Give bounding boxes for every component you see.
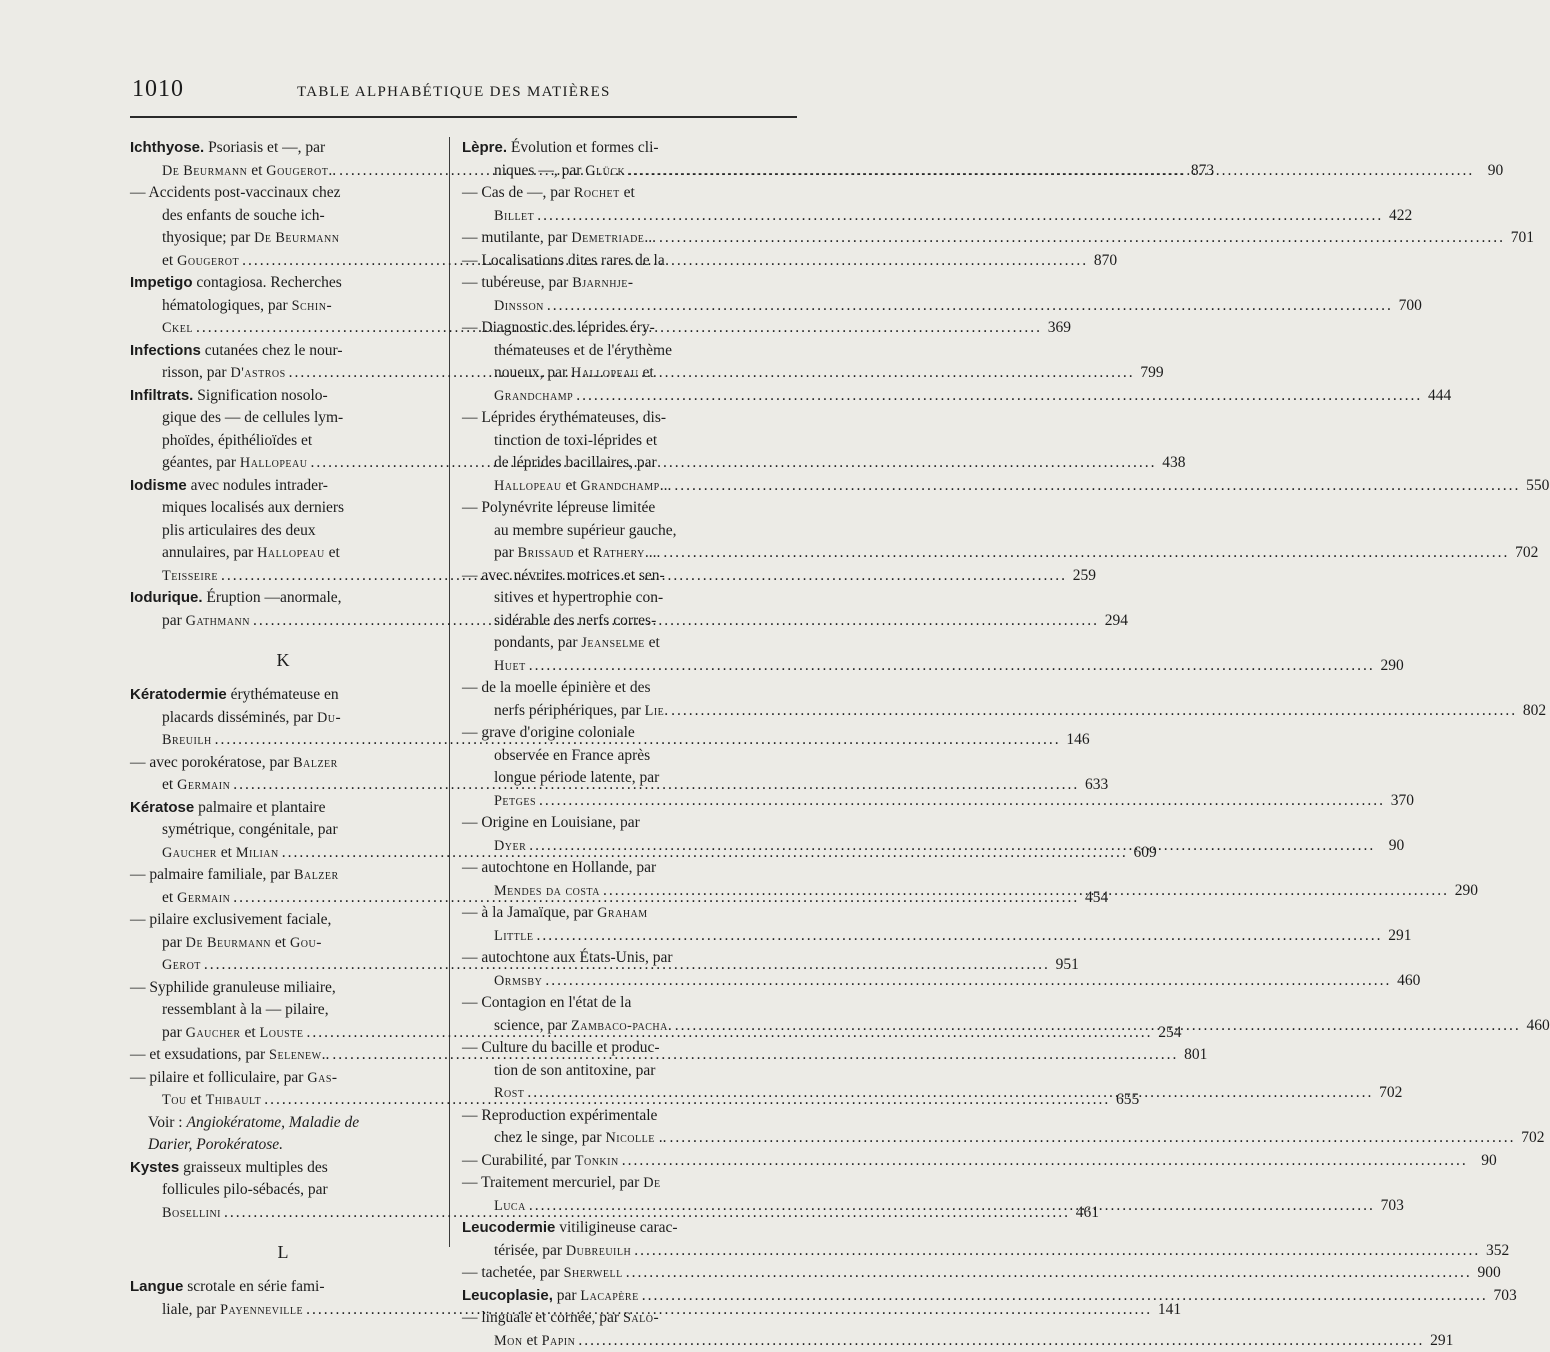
entries-i (130, 137, 436, 632)
entry-text: Luca (494, 1195, 526, 1218)
leader-dots (674, 475, 1520, 498)
entry-text: — autochtone aux États-Unis, par (462, 947, 672, 970)
entry-line (462, 137, 768, 160)
leader-dots (547, 295, 1393, 318)
entry-line (130, 774, 436, 797)
entry-line (130, 205, 436, 228)
entry-line (462, 250, 768, 273)
leader-dots (539, 790, 1385, 813)
entry-line (130, 182, 436, 205)
entry-text: — Diagnostic des léprides éry- (462, 317, 655, 340)
entry-line (462, 205, 768, 228)
entry-text: pondants, par Jeanselme et (494, 632, 660, 655)
entry-text: des enfants de souche ich- (162, 205, 325, 228)
entry-line (130, 1044, 436, 1067)
entry-text: — Cas de —, par Rochet et (462, 182, 635, 205)
leader-dots (671, 700, 1517, 723)
entry-line (130, 317, 436, 340)
entry-text: au membre supérieur gauche, (494, 520, 676, 543)
entry-text: observée en France après (494, 745, 650, 768)
entry-line (130, 954, 436, 977)
entry-line (462, 1195, 768, 1218)
entry-line (130, 430, 436, 453)
entry-line (462, 767, 768, 790)
entry-text: liale, par Payenneville (162, 1299, 303, 1322)
entry-text: — à la Jamaïque, par Graham (462, 902, 648, 925)
entry-text: thémateuses et de l'érythème (494, 340, 672, 363)
entry-line (462, 1217, 768, 1240)
entry-line (130, 797, 436, 820)
entry-text: — pilaire exclusivement faciale, (130, 909, 331, 932)
entry-text: niques —, par Glück (494, 160, 625, 183)
page-ref: 609 (1131, 842, 1157, 865)
page-number: 1010 (132, 76, 184, 103)
see-also-line-2: Darier, Porokératose. (148, 1134, 436, 1157)
entry-line (130, 909, 436, 932)
entry-line (462, 1150, 768, 1173)
entry-text: Gaucher et Milian (162, 842, 279, 865)
entry-text: symétrique, congénitale, par (162, 819, 338, 842)
entry-text: — avec névrites motrices et sen- (462, 565, 665, 588)
entry-line (130, 340, 436, 363)
page-header (132, 76, 797, 106)
entry-line (462, 1285, 768, 1308)
entry-text: — mutilante, par Demetriade... (462, 227, 656, 250)
entry-text: noueux, par Hallopeau et (494, 362, 654, 385)
entry-text: Impetigo contagiosa. Recherches (130, 272, 342, 295)
entry-line (462, 1240, 768, 1263)
entry-line (462, 880, 768, 903)
entry-text: Ichthyose. Psoriasis et —, par (130, 137, 325, 160)
entry-text: Rost (494, 1082, 524, 1105)
entry-text: Bosellini (162, 1202, 221, 1225)
leader-dots (529, 1195, 1375, 1218)
entry-text: géantes, par Hallopeau (162, 452, 307, 475)
entry-text: Iodurique. Éruption —anormale, (130, 587, 342, 610)
entry-text: sidérable des nerfs corres- (494, 610, 656, 633)
entry-line (462, 430, 768, 453)
entry-text: — linguale et cornée, par Salo- (462, 1307, 659, 1330)
page-ref: 951 (1053, 954, 1079, 977)
page-ref: 802 (1520, 700, 1546, 723)
entry-line (130, 362, 436, 385)
entry-text: — Contagion en l'état de la (462, 992, 631, 1015)
index-entry (462, 1217, 768, 1285)
entry-line (130, 864, 436, 887)
entry-line (462, 790, 768, 813)
entry-text: Langue scrotale en série fami- (130, 1276, 325, 1299)
entry-line (130, 497, 436, 520)
page-ref: 702 (1512, 542, 1538, 565)
leader-dots (642, 1285, 1488, 1308)
entry-line (462, 902, 768, 925)
entries-k (130, 684, 436, 1112)
entry-line (462, 272, 768, 295)
page-ref: 352 (1483, 1240, 1509, 1263)
index-entry (130, 475, 436, 588)
page-ref: 703 (1491, 1285, 1517, 1308)
entry-line (130, 684, 436, 707)
entry-line (462, 407, 768, 430)
entry-text: Mendes da costa (494, 880, 600, 903)
leader-dots (603, 880, 1449, 903)
index-entry (130, 1276, 436, 1321)
entry-line (462, 182, 768, 205)
page-ref: 291 (1427, 1330, 1453, 1352)
entry-text: — Reproduction expérimentale (462, 1105, 657, 1128)
entry-line (130, 707, 436, 730)
entry-line (462, 295, 768, 318)
entry-text: Leucodermie vitiligineuse carac- (462, 1217, 678, 1240)
page-ref: 460 (1524, 1015, 1550, 1038)
leader-dots (628, 160, 1474, 183)
entry-line (130, 752, 436, 775)
entry-text: — pilaire et folliculaire, par Gas- (130, 1067, 337, 1090)
page-ref: 801 (1181, 1044, 1207, 1067)
entry-text: — autochtone en Hollande, par (462, 857, 656, 880)
entry-line (462, 677, 768, 700)
entry-text: de léprides bacillaires, par (494, 452, 657, 475)
entry-line (462, 1330, 768, 1352)
entry-line (462, 655, 768, 678)
entry-line (462, 1172, 768, 1195)
page-ref: 90 (1471, 1150, 1497, 1173)
entry-line (462, 925, 768, 948)
entry-text: Gerot (162, 954, 201, 977)
index-entry (130, 587, 436, 632)
page-ref: 870 (1091, 250, 1117, 273)
page-ref: 369 (1045, 317, 1071, 340)
entry-line (130, 1202, 436, 1225)
index-entry (130, 137, 436, 272)
leader-dots (529, 655, 1375, 678)
entry-line (462, 520, 768, 543)
entry-text: Ckel (162, 317, 193, 340)
page-ref: 294 (1102, 610, 1128, 633)
entry-text: — Polynévrite lépreuse limitée (462, 497, 655, 520)
page-ref: 90 (1378, 835, 1404, 858)
column-divider (449, 137, 450, 1247)
entry-text: plis articulaires des deux (162, 520, 316, 543)
entry-line (462, 1307, 768, 1330)
entry-line (462, 587, 768, 610)
index-entry (130, 385, 436, 475)
leader-dots (529, 835, 1375, 858)
leader-dots (576, 385, 1422, 408)
see-also-line-1: Voir : Angiokératome, Maladie de (148, 1112, 436, 1135)
leader-dots (634, 1240, 1480, 1263)
entry-text: Dinsson (494, 295, 544, 318)
page-ref: 460 (1394, 970, 1420, 993)
entries-l-right (462, 137, 768, 1352)
entry-text: — Origine en Louisiane, par (462, 812, 640, 835)
entry-text: Kératose palmaire et plantaire (130, 797, 325, 820)
entry-text: Grandchamp (494, 385, 573, 408)
entry-text: placards disséminés, par Du- (162, 707, 341, 730)
entry-text: sitives et hypertrophie con- (494, 587, 663, 610)
leader-dots (669, 1127, 1515, 1150)
index-entry (130, 684, 436, 797)
page-ref: 290 (1378, 655, 1404, 678)
entry-text: Mon et Papin (494, 1330, 575, 1352)
entry-line (130, 272, 436, 295)
entry-line (462, 632, 768, 655)
leader-dots (663, 542, 1509, 565)
entry-line (130, 1299, 436, 1322)
entry-text: — tubéreuse, par Bjarnhje- (462, 272, 633, 295)
entry-text: et Gougerot (162, 250, 239, 273)
page-ref: 422 (1386, 205, 1412, 228)
entry-text: thyosique; par De Beurmann (162, 227, 339, 250)
entry-text: Leucoplasie, par Lacapère (462, 1285, 639, 1308)
page-ref: 550 (1523, 475, 1549, 498)
entry-line (462, 497, 768, 520)
entry-text: hématologiques, par Schin- (162, 295, 332, 318)
entry-text: science, par Zambaco-pacha. (494, 1015, 672, 1038)
entry-line (130, 520, 436, 543)
entry-line (130, 407, 436, 430)
entry-line (462, 160, 768, 183)
entry-line (130, 1179, 436, 1202)
entry-text: risson, par D'astros (162, 362, 286, 385)
entry-line (130, 1089, 436, 1112)
entry-text: Little (494, 925, 533, 948)
index-entry (462, 137, 768, 1217)
entry-text: — Traitement mercuriel, par De (462, 1172, 661, 1195)
entry-line (130, 977, 436, 1000)
entry-text: phoïdes, épithélioïdes et (162, 430, 312, 453)
see-also (130, 1112, 436, 1157)
entry-text: Ormsby (494, 970, 542, 993)
page-ref: 370 (1388, 790, 1414, 813)
page-ref: 799 (1138, 362, 1164, 385)
entry-line (462, 1060, 768, 1083)
page-ref: 700 (1396, 295, 1422, 318)
entry-line (462, 947, 768, 970)
entry-text: Breuilh (162, 729, 212, 752)
entry-text: nerfs périphériques, par Lie. (494, 700, 668, 723)
page-ref: 290 (1452, 880, 1478, 903)
entry-text: par De Beurmann et Gou- (162, 932, 321, 955)
entry-line (462, 475, 768, 498)
entry-line (462, 1262, 768, 1285)
entry-line (462, 1127, 768, 1150)
entry-line (462, 227, 768, 250)
entry-text: Teisseire (162, 565, 218, 588)
entry-text: térisée, par Dubreuilh (494, 1240, 631, 1263)
entry-line (462, 385, 768, 408)
page-ref: 701 (1508, 227, 1534, 250)
index-entry (130, 797, 436, 1112)
page-ref: 90 (1477, 160, 1503, 183)
entry-line (130, 887, 436, 910)
leader-dots (626, 1262, 1472, 1285)
entry-text: Huet (494, 655, 526, 678)
section-letter-k: K (130, 640, 436, 680)
entry-text: ressemblant à la — pilaire, (162, 999, 329, 1022)
entry-text: annulaires, par Hallopeau et (162, 542, 340, 565)
entry-text: tion de son antitoxine, par (494, 1060, 655, 1083)
entry-line (130, 250, 436, 273)
entry-line (462, 745, 768, 768)
entries-l (130, 1276, 436, 1321)
index-entry (130, 272, 436, 340)
entry-line (462, 835, 768, 858)
page-ref: 438 (1159, 452, 1185, 475)
entry-line (462, 992, 768, 1015)
entry-line (462, 565, 768, 588)
entry-line (130, 452, 436, 475)
entry-text: follicules pilo-sébacés, par (162, 1179, 328, 1202)
entry-line (130, 999, 436, 1022)
entry-line (462, 452, 768, 475)
page-ref: 141 (1155, 1299, 1181, 1322)
index-entry (130, 340, 436, 385)
entry-line (462, 722, 768, 745)
entry-text: chez le singe, par Nicolle .. (494, 1127, 666, 1150)
running-title: TABLE ALPHABÉTIQUE DES MATIÈRES (297, 84, 611, 101)
entry-line (462, 610, 768, 633)
leader-dots (536, 925, 1382, 948)
entry-line (130, 227, 436, 250)
left-column (130, 137, 436, 1321)
entry-text: par Brissaud et Rathery.... (494, 542, 660, 565)
page-ref: 454 (1082, 887, 1108, 910)
entry-line (462, 970, 768, 993)
entry-line (130, 160, 436, 183)
entry-text: — tachetée, par Sherwell (462, 1262, 623, 1285)
page-ref: 702 (1518, 1127, 1544, 1150)
leader-dots (675, 1015, 1521, 1038)
entries-k2 (130, 1157, 436, 1225)
entry-text: — de la moelle épinière et des (462, 677, 651, 700)
leader-dots (537, 205, 1383, 228)
entry-text: Kystes graisseux multiples des (130, 1157, 328, 1180)
entry-text: longue période latente, par (494, 767, 659, 790)
entry-line (130, 932, 436, 955)
leader-dots (545, 970, 1391, 993)
page-ref: 259 (1070, 565, 1096, 588)
entry-text: — Curabilité, par Tonkin (462, 1150, 619, 1173)
leader-dots (659, 227, 1505, 250)
entry-line (130, 542, 436, 565)
entry-line (130, 729, 436, 752)
entry-text: gique des — de cellules lym- (162, 407, 343, 430)
leader-dots (622, 1150, 1468, 1173)
page-ref: 655 (1113, 1089, 1139, 1112)
header-rule (130, 116, 797, 118)
leader-dots (578, 1330, 1424, 1352)
entry-text: — Léprides érythémateuses, dis- (462, 407, 666, 430)
entry-line (130, 1022, 436, 1045)
entry-text: — palmaire familiale, par Balzer (130, 864, 339, 887)
index-entry (462, 1285, 768, 1352)
entry-line (462, 1015, 768, 1038)
entry-text: tinction de toxi-léprides et (494, 430, 657, 453)
page-ref: 702 (1376, 1082, 1402, 1105)
entry-line (130, 475, 436, 498)
entry-text: — Accidents post-vaccinaux chez (130, 182, 340, 205)
entry-text: Iodisme avec nodules intrader- (130, 475, 328, 498)
entry-text: Infections cutanées chez le nour- (130, 340, 343, 363)
entry-line (462, 340, 768, 363)
entry-text: — avec porokératose, par Balzer (130, 752, 338, 775)
entry-line (130, 819, 436, 842)
page-ref: 254 (1155, 1022, 1181, 1045)
entry-text: Petges (494, 790, 536, 813)
right-column (462, 137, 768, 1352)
entry-line (130, 385, 436, 408)
entry-line (130, 610, 436, 633)
entry-line (130, 137, 436, 160)
page-ref: 461 (1073, 1202, 1099, 1225)
entry-text: De Beurmann et Gougerot.. (162, 160, 336, 183)
entry-line (130, 1276, 436, 1299)
entry-text: — Localisations dites rares de la (462, 250, 665, 273)
page-ref: 444 (1425, 385, 1451, 408)
entry-text: par Gaucher et Louste (162, 1022, 303, 1045)
page-ref: 703 (1378, 1195, 1404, 1218)
entry-text: — Syphilide granuleuse miliaire, (130, 977, 336, 1000)
entry-text: — Culture du bacille et produc- (462, 1037, 660, 1060)
entry-text: par Gathmann (162, 610, 250, 633)
page-ref: 873 (1188, 160, 1214, 183)
page-ref: 900 (1475, 1262, 1501, 1285)
entry-text: Billet (494, 205, 534, 228)
entry-line (130, 295, 436, 318)
entry-text: et Germain (162, 887, 230, 910)
entry-line (462, 857, 768, 880)
entry-text: Tou et Thibault (162, 1089, 261, 1112)
entry-text: Hallopeau et Grandchamp... (494, 475, 671, 498)
entry-line (130, 1067, 436, 1090)
page-ref: 291 (1385, 925, 1411, 948)
section-letter-l: L (130, 1232, 436, 1272)
entry-line (462, 542, 768, 565)
entry-text: miques localisés aux derniers (162, 497, 344, 520)
leader-dots (527, 1082, 1373, 1105)
entry-text: Dyer (494, 835, 526, 858)
entry-line (462, 812, 768, 835)
entry-line (130, 842, 436, 865)
entry-line (462, 1105, 768, 1128)
entry-line (462, 1037, 768, 1060)
entry-line (130, 565, 436, 588)
entry-line (130, 587, 436, 610)
entry-line (462, 700, 768, 723)
entry-text: et Germain (162, 774, 230, 797)
entry-text: Kératodermie érythémateuse en (130, 684, 339, 707)
index-entry (130, 1157, 436, 1225)
entry-text: Lèpre. Évolution et formes cli- (462, 137, 659, 160)
entry-line (462, 317, 768, 340)
entry-text: Infiltrats. Signification nosolo- (130, 385, 328, 408)
entry-line (130, 1157, 436, 1180)
entry-text: — et exsudations, par Selenew.. (130, 1044, 329, 1067)
entry-text: — grave d'origine coloniale (462, 722, 635, 745)
page-ref: 633 (1082, 774, 1108, 797)
entry-line (462, 362, 768, 385)
page-ref: 146 (1064, 729, 1090, 752)
entry-line (462, 1082, 768, 1105)
